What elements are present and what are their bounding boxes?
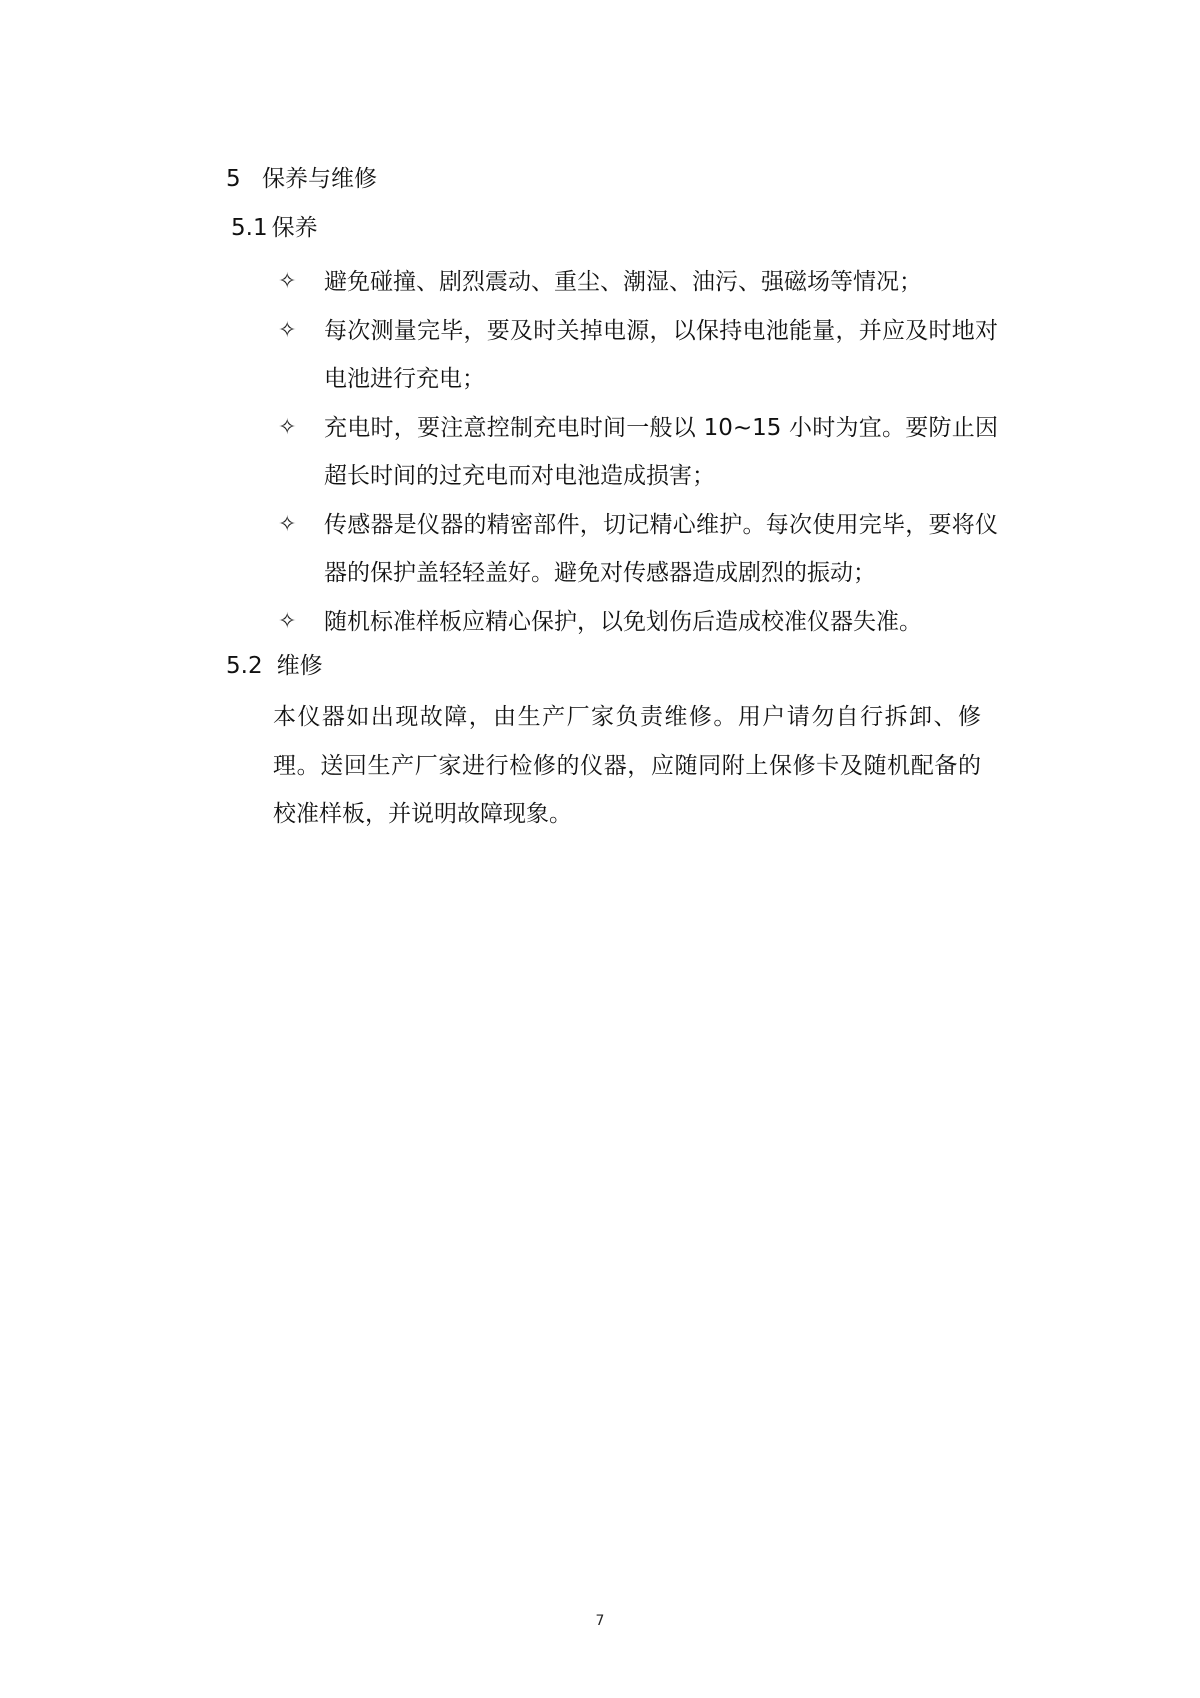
list-item-text: 传感器是仪器的精密部件，切记精心维护。每次使用完毕，要将仪器的保护盖轻轻盖好。避免对传感器造成剧烈的振动； [324, 511, 998, 586]
maintenance-list [278, 258, 998, 646]
page-number: 7 [595, 1613, 605, 1629]
section-title: 保养与维修 [262, 166, 377, 192]
list-item-text: 随机标准样板应精心保护，以免划伤后造成校准仪器失准。 [324, 608, 922, 635]
list-item-text: 充电时，要注意控制充电时间一般以 10~15 小时为宜。要防止因超长时间的过充电而对电池造成损害； [324, 414, 998, 489]
list-item-text: 避免碰撞、剧烈震动、重尘、潮湿、油污、强磁场等情况； [324, 269, 922, 295]
four-pointed-star-icon: ✧ [278, 608, 297, 634]
four-pointed-star-icon: ✧ [278, 269, 297, 294]
section-number: 5 [226, 166, 241, 192]
section-heading-5 [226, 163, 377, 195]
four-pointed-star-icon: ✧ [278, 511, 297, 537]
subsection-heading-5-1 [231, 212, 318, 244]
subsection-number: 5.2 [226, 653, 263, 679]
list-item-text: 每次测量完毕，要及时关掉电源，以保持电池能量，并应及时地对电池进行充电； [324, 317, 998, 392]
list-item [278, 258, 998, 307]
list-item [278, 307, 998, 404]
subsection-title: 维修 [276, 653, 323, 679]
repair-paragraph: 本仪器如出现故障，由生产厂家负责维修。用户请勿自行拆卸、修理。送回生产厂家进行检修的仪器，应随同附上保修卡及随机配备的校准样板，并说明故障现象。 [273, 704, 981, 827]
four-pointed-star-icon: ✧ [278, 317, 297, 343]
four-pointed-star-icon: ✧ [278, 414, 297, 440]
subsection-number: 5.1 [231, 215, 268, 241]
subsection-heading-5-2 [226, 650, 323, 682]
subsection-title: 保养 [271, 215, 318, 241]
list-item [278, 501, 998, 598]
list-item [278, 404, 998, 501]
list-item [278, 598, 998, 647]
